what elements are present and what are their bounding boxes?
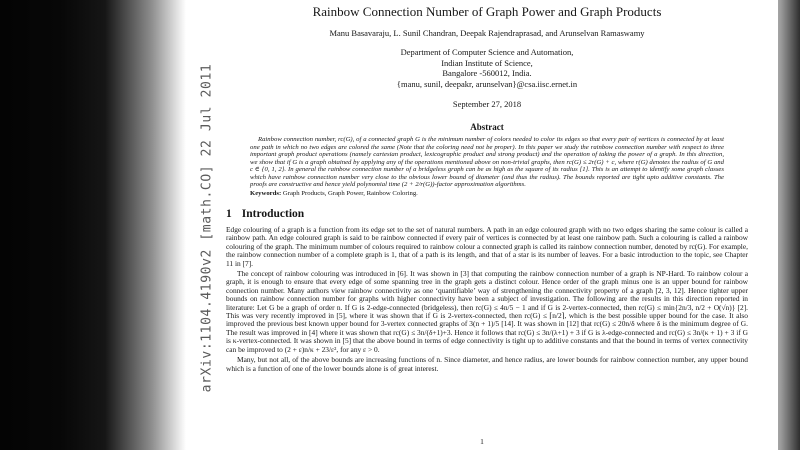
affiliation-block: [226, 47, 748, 89]
keywords-text: Graph Products, Graph Power, Rainbow Coloring.: [281, 189, 418, 197]
abstract-block: [250, 136, 724, 197]
section-number: 1: [226, 208, 232, 220]
abstract-heading: Abstract: [470, 122, 504, 132]
paper-page: [186, 0, 778, 450]
intro-paragraph-2: The concept of rainbow colouring was introduced in [6]. It was shown in [3] that computing the rainbow connection number of a graph is NP-Hard. To rainbow colour a graph, it is enough to ensure that every edge of some spanning tree in the graph gets a distinct colour. Hence order of the graph minus one is an upper bound for rainbow connection number. Many authors view rainbow connectivity as one ‘quantifiable’ way of strengthening the connectivity property of a graph [2, 3, 12]. Hence tighter upper bounds on rainbow connection number for graphs with higher connectivity have been a subject of investigation. The following are the results in this direction reported in literature: Let G be a graph of order n. If G is 2-edge-connected (bridgeless), then rc(G) ≤ 4n/5 − 1 and if G is 2-vertex-connected, then rc(G) ≤ min{2n/3, n/2 + O(√n)} [2]. This was very recently improved in [5], where it was shown that if G is 2-vertex-connected, then rc(G) ≤ ⌈n/2⌉, which is the best possible upper bound for the case. It also improved the previous best known upper bound for 3-vertex connected graphs of 3(n + 1)/5 [14]. It was shown in [12] that rc(G) ≤ 20n/δ where δ is the minimum degree of G. The result was improved in [4] where it was shown that rc(G) ≤ 3n/(δ+1)+3. Hence it follows that rc(G) ≤ 3n/(λ+1) + 3 if G is λ-edge-connected and rc(G) ≤ 3n/(κ + 1) + 3 if G is κ-vertex-connected. It was shown in [5] that the above bound in terms of edge connectivity is tight up to additive constants and that the bound in terms of vertex connectivity can be improved to (2 + ε)n/κ + 23/ε², for any ε > 0.: [226, 269, 748, 354]
keywords-line: [250, 190, 724, 198]
section-heading-introduction: [226, 208, 748, 220]
paper-authors: Manu Basavaraju, L. Sunil Chandran, Deepak Rajendraprasad, and Arunselvan Ramaswamy: [329, 28, 645, 38]
affiliation-line-emails: {manu, sunil, deepakr, arunselvan}@csa.iisc.ernet.in: [396, 78, 578, 89]
intro-paragraph-1: Edge colouring of a graph is a function from its edge set to the set of natural numbers. A path in an edge coloured graph with no two edges sharing the same colour is called a rainbow path. An edge coloured graph is said to be rainbow connected if every pair of vertices is connected by at least one rainbow path. Such a colouring is called a rainbow colouring of the graph. The minimum number of colours required to rainbow colour a connected graph is called its rainbow connection number, denoted by rc(G). For example, the rainbow connection number of a complete graph is 1, that of a path is its length, and that of a star is its number of leaves. For a basic introduction to the topic, see Chapter 11 in [7].: [226, 225, 748, 268]
intro-paragraph-3: Many, but not all, of the above bounds are increasing functions of n. Since diameter, and hence radius, are lower bounds for rainbow connection number, any upper bound which is a function of one of the lower bounds alone is of great interest.: [226, 355, 748, 373]
paper-date: September 27, 2018: [452, 99, 522, 109]
section-title: Introduction: [241, 208, 305, 220]
affiliation-line-institute: Indian Institute of Science,: [441, 57, 533, 68]
arxiv-identifier-stamp: arXiv:1104.4190v2 [math.CO] 22 Jul 2011: [199, 63, 215, 393]
affiliation-line-department: Department of Computer Science and Automation,: [400, 47, 574, 57]
affiliation-line-city: Bangalore -560012, India.: [442, 68, 532, 78]
keywords-label: Keywords:: [250, 189, 282, 197]
page-number: 1: [480, 437, 484, 446]
paper-title: Rainbow Connection Number of Graph Power and Graph Products: [312, 4, 662, 19]
abstract-text: Rainbow connection number, rc(G), of a connected graph G is the minimum number of colors needed to color its edges so that every pair of vertices is connected by at least one path in which no two edges are colored the same (Note that the coloring need not be proper). In this paper we study the rainbow connection number with respect to three important graph product operations (namely cartesian product, lexicographic product and strong product) and the operation of taking the power of a graph. In this direction, we show that if G is a graph obtained by applying any of the operations mentioned above on non-trivial graphs, then rc(G) ≤ 2r(G) + c, where r(G) denotes the radius of G and c ∈ {0, 1, 2}. In general the rainbow connection number of a bridgeless graph can be as high as the square of its radius [1]. This is an attempt to identify some graph classes which have rainbow connection number very close to the obvious lower bound of diameter (and thus the radius). The bounds reported are tight upto additive constants. The proofs are constructive and hence yield polynomial time (2 + 2/r(G))-factor approximation algorithms.: [250, 136, 724, 188]
